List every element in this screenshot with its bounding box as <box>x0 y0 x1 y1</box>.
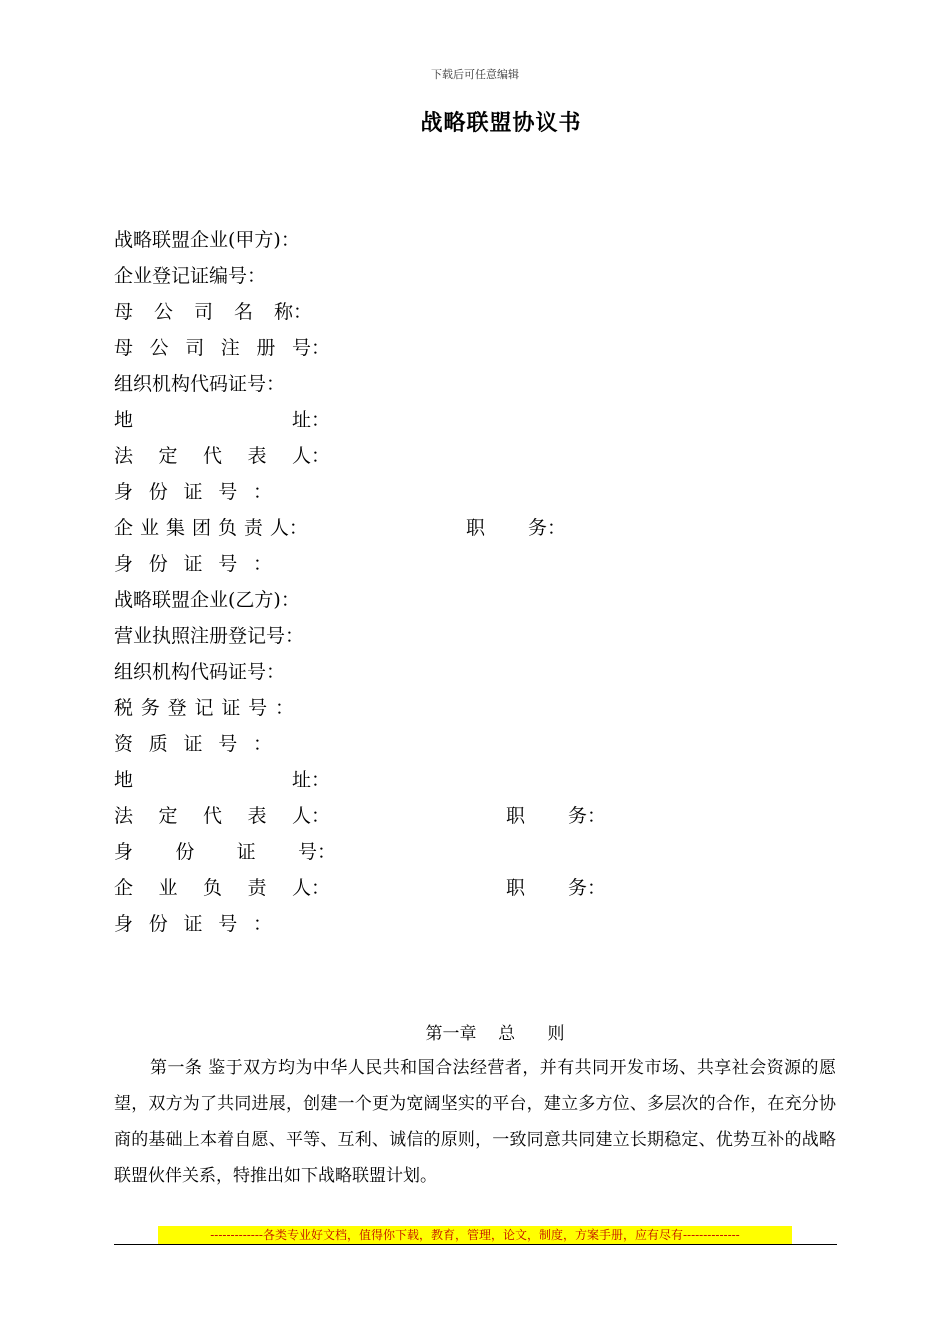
party-a-org-code-label: 组织机构代码证号： <box>114 373 286 395</box>
party-b-address-row <box>114 762 854 798</box>
party-b-qual-row <box>114 726 854 762</box>
party-b-org-code-row <box>114 654 854 690</box>
party-a-parent-reg-row <box>114 330 854 366</box>
party-b-qual-label: 资 质 证 号 ： <box>114 733 272 755</box>
party-a-group-head-id-row <box>114 546 854 582</box>
party-a-parent-name-row <box>114 294 854 330</box>
party-b-head-position-label: 职 务： <box>506 877 606 899</box>
party-b-head-id-row <box>114 906 854 942</box>
page-header-note: 下载后可任意编辑 <box>431 68 519 81</box>
party-a-registration-label: 企业登记证编号： <box>114 265 267 287</box>
party-b-company-row <box>114 582 854 618</box>
party-b-tax-label: 税 务 登 记 证 号 ： <box>114 697 294 719</box>
party-a-legal-rep-row <box>114 438 854 474</box>
party-b-license-row <box>114 618 854 654</box>
party-b-legal-rep-label: 法 定 代 表 人： <box>114 805 330 827</box>
party-b-license-label: 营业执照注册登记号： <box>114 625 305 647</box>
party-b-head-label: 企 业 负 责 人： <box>114 877 330 899</box>
chapter-title: 第一章 总 则 <box>425 1024 565 1044</box>
footer-divider <box>114 1244 837 1245</box>
party-b-tax-row <box>114 690 854 726</box>
party-b-head-row <box>114 870 854 906</box>
party-a-parent-name-label: 母 公 司 名 称： <box>114 301 312 323</box>
party-b-address-label: 地 址： <box>114 769 330 791</box>
party-b-company-label: 战略联盟企业(乙方)： <box>114 589 300 611</box>
party-a-group-head-id-label: 身 份 证 号 ： <box>114 553 272 575</box>
party-a-address-row <box>114 402 854 438</box>
party-a-group-head-row <box>114 510 854 546</box>
party-a-id-label: 身 份 证 号 ： <box>114 481 272 503</box>
party-b-legal-rep-position-label: 职 务： <box>506 805 606 827</box>
party-a-legal-rep-label: 法 定 代 表 人： <box>114 445 330 467</box>
party-b-head-id-label: 身 份 证 号 ： <box>114 913 272 935</box>
party-a-group-head-label: 企 业 集 团 负 责 人： <box>114 517 308 539</box>
party-b-id-row <box>114 834 854 870</box>
party-a-registration-row <box>114 258 854 294</box>
party-b-id-label: 身 份 证 号： <box>114 841 336 863</box>
document-title: 战略联盟协议书 <box>420 110 582 136</box>
footer-banner: -------------各类专业好文档，值得你下载，教育，管理，论文，制度，方案手册，应有尽有-------------- <box>158 1226 792 1244</box>
party-a-group-head-position-label: 职 务： <box>466 517 566 539</box>
party-b-org-code-label: 组织机构代码证号： <box>114 661 286 683</box>
party-a-parent-reg-label: 母 公 司 注 册 号： <box>114 337 330 359</box>
article-one-paragraph: 第一条 鉴于双方均为中华人民共和国合法经营者，并有共同开发市场、共享社会资源的愿望，双方为了共同进展，创建一个更为宽阔坚实的平台，建立多方位、多层次的合作，在充分协商的基础上本着自愿、平等、互利、诚信的原则，一致同意共同建立长期稳定、优势互补的战略联盟伙伴关系，特推出如下战略联盟计划。 <box>114 1058 836 1186</box>
party-fields <box>114 222 854 942</box>
party-a-company-label: 战略联盟企业(甲方)： <box>114 229 300 251</box>
party-b-legal-rep-row <box>114 798 854 834</box>
party-a-org-code-row <box>114 366 854 402</box>
party-a-company-row <box>114 222 854 258</box>
party-a-id-row <box>114 474 854 510</box>
party-a-address-label: 地 址： <box>114 409 330 431</box>
